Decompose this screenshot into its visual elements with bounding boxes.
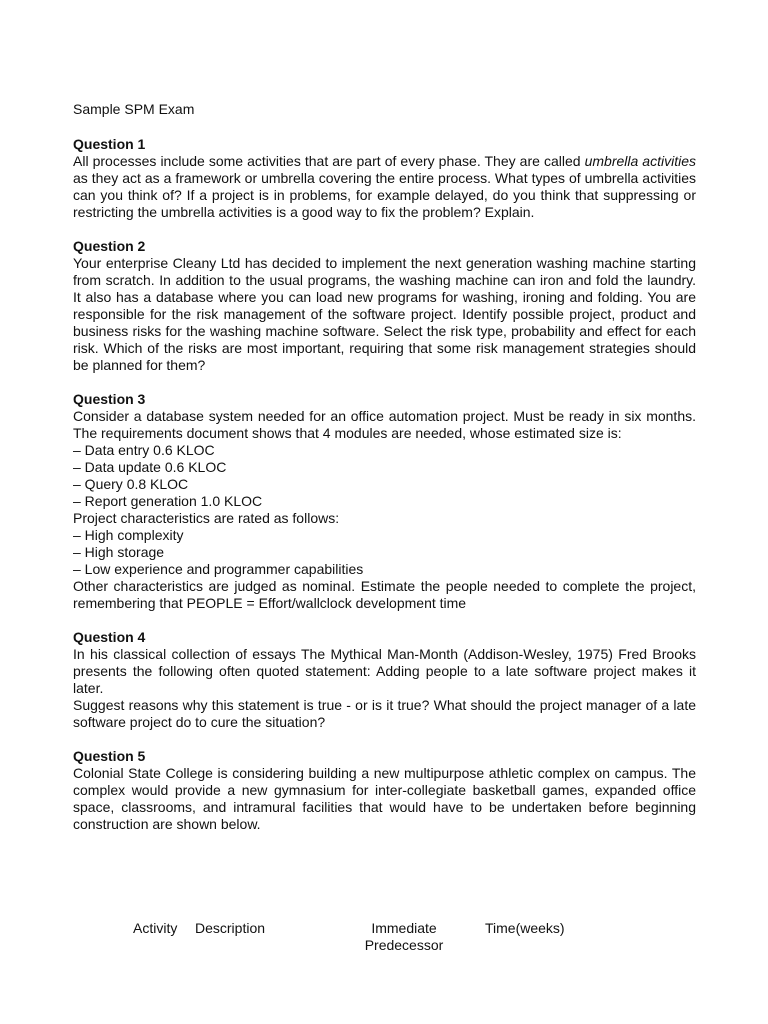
question-2-heading: Question 2 <box>73 238 146 254</box>
column-predecessor-label: Predecessor <box>364 937 444 953</box>
column-immediate-label: Immediate <box>371 920 437 936</box>
question-3-heading: Question 3 <box>73 391 146 407</box>
question-2-text: Your enterprise Cleany Ltd has decided to implement the next generation washing machine starting from scratch. In addition to the usual programs, the washing machine can iron and fold the laundry. It also has a database where you can load new programs for washing, ironing and folding. You are responsible for the risk management of the software project. Identify possible project, product and business risks for the washing machine software. Select the risk type, probability and effect for each risk. Which of the risks are most important, requiring that some risk management strategies should be planned for them? <box>73 255 696 373</box>
module-item: – Report generation 1.0 KLOC <box>73 493 263 509</box>
question-4 <box>73 629 696 731</box>
question-3-intro: Consider a database system needed for an office automation project. Must be ready in six months. The requirements document shows that 4 modules are needed, whose estimated size is: <box>73 408 696 441</box>
column-activity: Activity <box>133 920 178 936</box>
question-5-heading: Question 5 <box>73 748 146 764</box>
question-3-outro: Other characteristics are judged as nominal. Estimate the people needed to complete the project, remembering that PEOPLE = Effort/wallclock development time <box>73 578 696 611</box>
question-1-emphasis: umbrella activities <box>584 153 696 169</box>
characteristic-item: – High complexity <box>73 527 184 543</box>
question-1-heading: Question 1 <box>73 136 146 152</box>
document-title: Sample SPM Exam <box>73 101 195 117</box>
question-1-text-start: All processes include some activities that are part of every phase. They are called <box>73 153 585 169</box>
question-2 <box>73 238 696 374</box>
question-4-paragraph-1: In his classical collection of essays The Mythical Man-Month (Addison-Wesley, 1975) Fred Brooks presents the following often quoted statement: Adding people to a late software project makes it later. <box>73 646 696 696</box>
characteristic-item: – High storage <box>73 544 165 560</box>
question-1-text <box>73 153 696 221</box>
question-1-text-end: as they act as a framework or umbrella covering the entire process. What types of umbrella activities can you think of? If a project is in problems, for example delayed, do you think that suppressing or restricting the umbrella activities is a good way to fix the problem? Explain. <box>73 170 696 220</box>
column-time: Time(weeks) <box>485 920 565 936</box>
characteristic-item: – Low experience and programmer capabilities <box>73 561 364 577</box>
question-1 <box>73 136 696 221</box>
column-immediate-predecessor <box>358 920 450 954</box>
module-item: – Data update 0.6 KLOC <box>73 459 227 475</box>
document-body <box>73 101 696 850</box>
question-4-paragraph-2: Suggest reasons why this statement is true - or is it true? What should the project manager of a late software project do to cure the situation? <box>73 697 696 730</box>
module-item: – Query 0.8 KLOC <box>73 476 189 492</box>
question-5 <box>73 748 696 833</box>
question-5-text: Colonial State College is considering building a new multipurpose athletic complex on campus. The complex would provide a new gymnasium for inter-collegiate basketball games, expanded office space, classrooms, and intramural facilities that would have to be undertaken before beginning construction are shown below. <box>73 765 696 832</box>
question-4-heading: Question 4 <box>73 629 146 645</box>
module-item: – Data entry 0.6 KLOC <box>73 442 215 458</box>
question-3 <box>73 391 696 612</box>
column-description: Description <box>195 920 266 936</box>
characteristics-intro: Project characteristics are rated as follows: <box>73 510 340 526</box>
